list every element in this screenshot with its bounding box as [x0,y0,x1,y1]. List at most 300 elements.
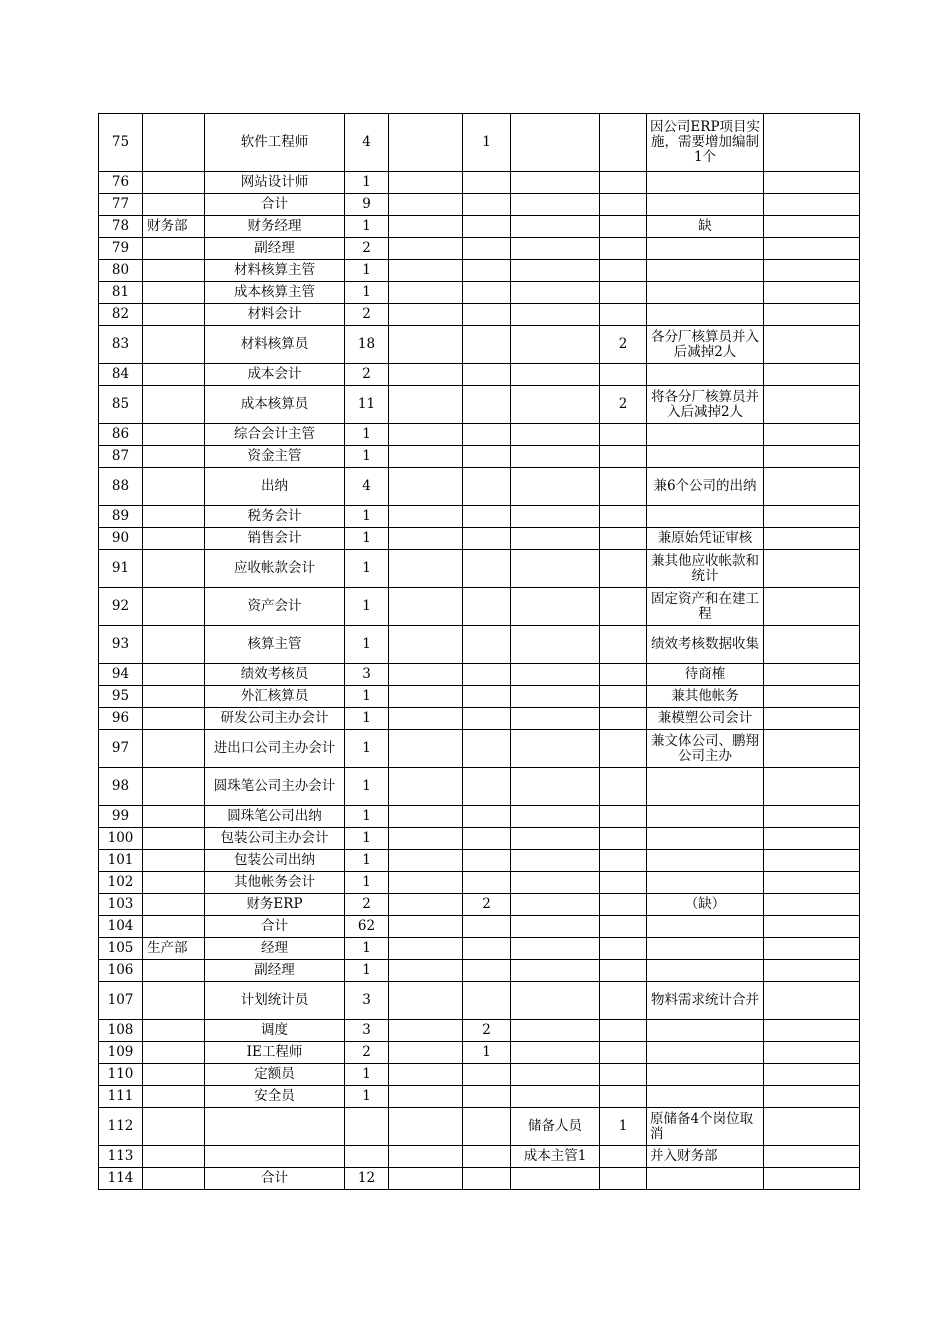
column-5-cell [389,916,463,938]
position-cell: 材料核算主管 [205,260,345,282]
department-cell [143,850,205,872]
table-row [99,626,860,664]
column-8-cell [600,1146,647,1168]
column-10-cell [764,468,860,506]
row-number-cell: 76 [99,172,143,194]
headcount-cell: 62 [345,916,389,938]
row-number-cell: 113 [99,1146,143,1168]
column-6-cell [463,828,511,850]
column-8-cell [600,260,647,282]
column-7-cell [511,916,600,938]
column-10-cell [764,938,860,960]
column-10-cell [764,664,860,686]
department-cell [143,872,205,894]
department-cell: 生产部 [143,938,205,960]
position-cell: 财务ERP [205,894,345,916]
column-7-cell [511,386,600,424]
column-6-cell [463,1108,511,1146]
column-6-cell [463,686,511,708]
headcount-cell: 1 [345,960,389,982]
headcount-cell: 1 [345,506,389,528]
remark-cell [647,364,764,386]
column-5-cell [389,282,463,304]
table-row [99,1064,860,1086]
table-row [99,768,860,806]
column-8-cell [600,550,647,588]
row-number-cell: 109 [99,1042,143,1064]
department-cell [143,238,205,260]
remark-cell [647,1168,764,1190]
headcount-cell: 3 [345,1020,389,1042]
column-5-cell [389,304,463,326]
row-number-cell: 94 [99,664,143,686]
column-10-cell [764,1042,860,1064]
column-5-cell [389,468,463,506]
column-5-cell [389,982,463,1020]
column-6-cell [463,424,511,446]
remark-cell [647,1020,764,1042]
column-10-cell [764,1020,860,1042]
table-row [99,730,860,768]
column-5-cell [389,1020,463,1042]
column-10-cell [764,626,860,664]
department-cell [143,1146,205,1168]
table-row [99,282,860,304]
table-row [99,938,860,960]
column-6-cell: 2 [463,894,511,916]
position-cell: 进出口公司主办会计 [205,730,345,768]
column-10-cell [764,1168,860,1190]
department-cell [143,894,205,916]
column-8-cell [600,806,647,828]
remark-cell [647,194,764,216]
position-cell: 调度 [205,1020,345,1042]
remark-cell: 因公司ERP项目实施，需要增加编制1个 [647,114,764,172]
table-row [99,872,860,894]
position-cell: 成本核算员 [205,386,345,424]
column-5-cell [389,1146,463,1168]
column-6-cell [463,872,511,894]
position-cell: 经理 [205,938,345,960]
department-cell [143,304,205,326]
headcount-cell [345,1146,389,1168]
column-10-cell [764,114,860,172]
department-cell [143,446,205,468]
column-6-cell [463,588,511,626]
department-cell [143,664,205,686]
column-10-cell [764,528,860,550]
headcount-cell: 1 [345,216,389,238]
column-8-cell [600,588,647,626]
row-number-cell: 87 [99,446,143,468]
column-5-cell [389,506,463,528]
column-10-cell [764,894,860,916]
headcount-cell: 4 [345,114,389,172]
column-8-cell: 1 [600,1108,647,1146]
column-5-cell [389,938,463,960]
column-6-cell [463,1064,511,1086]
table-row [99,172,860,194]
headcount-cell: 18 [345,326,389,364]
table-row [99,708,860,730]
column-8-cell [600,1086,647,1108]
remark-cell: 绩效考核数据收集 [647,626,764,664]
remark-cell [647,238,764,260]
remark-cell: 固定资产和在建工程 [647,588,764,626]
department-cell [143,260,205,282]
column-8-cell [600,626,647,664]
column-6-cell [463,304,511,326]
column-10-cell [764,686,860,708]
remark-cell [647,768,764,806]
column-8-cell [600,1168,647,1190]
column-8-cell [600,894,647,916]
column-7-cell [511,1042,600,1064]
column-5-cell [389,588,463,626]
column-5-cell [389,216,463,238]
position-cell: 出纳 [205,468,345,506]
table-row [99,828,860,850]
column-8-cell: 2 [600,326,647,364]
column-5-cell [389,664,463,686]
column-5-cell [389,194,463,216]
remark-cell [647,916,764,938]
column-8-cell [600,938,647,960]
headcount-cell: 2 [345,304,389,326]
department-cell [143,1042,205,1064]
position-cell: 安全员 [205,1086,345,1108]
column-8-cell [600,528,647,550]
row-number-cell: 92 [99,588,143,626]
column-8-cell [600,1020,647,1042]
position-cell: 包装公司主办会计 [205,828,345,850]
table-row [99,588,860,626]
column-7-cell [511,194,600,216]
department-cell [143,828,205,850]
column-10-cell [764,386,860,424]
column-10-cell [764,282,860,304]
department-cell [143,282,205,304]
column-6-cell [463,938,511,960]
position-cell: 网站设计师 [205,172,345,194]
position-cell: 软件工程师 [205,114,345,172]
row-number-cell: 85 [99,386,143,424]
column-10-cell [764,326,860,364]
row-number-cell: 96 [99,708,143,730]
column-6-cell [463,626,511,664]
column-7-cell [511,894,600,916]
table-row [99,806,860,828]
position-cell: IE工程师 [205,1042,345,1064]
table-row [99,1042,860,1064]
department-cell [143,424,205,446]
row-number-cell: 80 [99,260,143,282]
column-8-cell [600,916,647,938]
column-10-cell [764,194,860,216]
column-7-cell [511,260,600,282]
remark-cell: 将各分厂核算员并入后减掉2人 [647,386,764,424]
department-cell [143,916,205,938]
column-8-cell [600,424,647,446]
column-7-cell [511,446,600,468]
department-cell [143,194,205,216]
table-row [99,216,860,238]
row-number-cell: 79 [99,238,143,260]
remark-cell [647,938,764,960]
headcount-cell: 2 [345,364,389,386]
column-7-cell [511,1064,600,1086]
department-cell [143,528,205,550]
column-10-cell [764,506,860,528]
row-number-cell: 91 [99,550,143,588]
column-5-cell [389,708,463,730]
row-number-cell: 97 [99,730,143,768]
column-10-cell [764,872,860,894]
remark-cell: 缺 [647,216,764,238]
table-row [99,894,860,916]
column-5-cell [389,1064,463,1086]
column-10-cell [764,982,860,1020]
staffing-table [98,113,860,1190]
table-row [99,386,860,424]
position-cell: 定额员 [205,1064,345,1086]
department-cell [143,1020,205,1042]
column-6-cell: 2 [463,1020,511,1042]
column-10-cell [764,1086,860,1108]
position-cell: 合计 [205,1168,345,1190]
table-row [99,1146,860,1168]
column-8-cell [600,850,647,872]
column-8-cell [600,364,647,386]
column-7-cell [511,686,600,708]
column-10-cell [764,828,860,850]
position-cell: 副经理 [205,238,345,260]
department-cell [143,468,205,506]
position-cell: 圆珠笔公司主办会计 [205,768,345,806]
headcount-cell: 12 [345,1168,389,1190]
column-5-cell [389,114,463,172]
row-number-cell: 112 [99,1108,143,1146]
column-10-cell [764,730,860,768]
column-6-cell [463,850,511,872]
column-5-cell [389,828,463,850]
position-cell: 成本会计 [205,364,345,386]
headcount-cell: 1 [345,1064,389,1086]
table-row [99,506,860,528]
column-5-cell [389,238,463,260]
row-number-cell: 101 [99,850,143,872]
column-6-cell [463,982,511,1020]
column-10-cell [764,172,860,194]
row-number-cell: 105 [99,938,143,960]
column-8-cell [600,172,647,194]
column-8-cell [600,708,647,730]
column-8-cell [600,768,647,806]
headcount-cell: 1 [345,260,389,282]
row-number-cell: 83 [99,326,143,364]
remark-cell: 兼其他应收帐款和统计 [647,550,764,588]
table-row [99,446,860,468]
headcount-cell: 2 [345,1042,389,1064]
headcount-cell: 3 [345,664,389,686]
table-row [99,1108,860,1146]
column-8-cell [600,282,647,304]
position-cell: 外汇核算员 [205,686,345,708]
column-6-cell [463,528,511,550]
row-number-cell: 89 [99,506,143,528]
department-cell [143,686,205,708]
column-8-cell [600,216,647,238]
column-6-cell [463,916,511,938]
column-10-cell [764,1064,860,1086]
position-cell: 副经理 [205,960,345,982]
column-7-cell [511,708,600,730]
department-cell [143,386,205,424]
remark-cell: 并入财务部 [647,1146,764,1168]
headcount-cell: 1 [345,550,389,588]
position-cell: 材料核算员 [205,326,345,364]
column-7-cell [511,768,600,806]
column-5-cell [389,894,463,916]
headcount-cell: 1 [345,730,389,768]
table-row [99,364,860,386]
department-cell [143,730,205,768]
headcount-cell: 1 [345,172,389,194]
column-8-cell [600,468,647,506]
table-row [99,194,860,216]
column-7-cell: 成本主管1 [511,1146,600,1168]
department-cell [143,1086,205,1108]
column-10-cell [764,1108,860,1146]
remark-cell [647,424,764,446]
table-row [99,468,860,506]
department-cell [143,550,205,588]
headcount-cell: 1 [345,588,389,626]
column-6-cell [463,194,511,216]
column-8-cell [600,1042,647,1064]
column-6-cell [463,960,511,982]
department-cell [143,588,205,626]
column-10-cell [764,960,860,982]
column-7-cell [511,960,600,982]
department-cell [143,364,205,386]
position-cell: 销售会计 [205,528,345,550]
column-5-cell [389,872,463,894]
column-7-cell [511,938,600,960]
headcount-cell: 1 [345,708,389,730]
headcount-cell: 1 [345,626,389,664]
table-row [99,686,860,708]
department-cell [143,1064,205,1086]
column-7-cell [511,282,600,304]
column-7-cell [511,172,600,194]
table-row [99,960,860,982]
remark-cell: 兼其他帐务 [647,686,764,708]
headcount-cell: 2 [345,894,389,916]
column-6-cell [463,806,511,828]
remark-cell: 兼文体公司、鹏翔公司主办 [647,730,764,768]
column-5-cell [389,1042,463,1064]
column-5-cell [389,260,463,282]
department-cell [143,172,205,194]
column-7-cell [511,424,600,446]
column-5-cell [389,364,463,386]
headcount-cell [345,1108,389,1146]
table-row [99,1086,860,1108]
column-5-cell [389,528,463,550]
position-cell: 材料会计 [205,304,345,326]
column-7-cell: 储备人员 [511,1108,600,1146]
table-row [99,1020,860,1042]
column-7-cell [511,626,600,664]
headcount-cell: 1 [345,938,389,960]
remark-cell: 兼模塑公司会计 [647,708,764,730]
row-number-cell: 103 [99,894,143,916]
row-number-cell: 108 [99,1020,143,1042]
column-7-cell [511,1086,600,1108]
position-cell: 应收帐款会计 [205,550,345,588]
column-6-cell: 1 [463,1042,511,1064]
column-7-cell [511,506,600,528]
department-cell [143,506,205,528]
table-row [99,304,860,326]
remark-cell: 待商榷 [647,664,764,686]
remark-cell [647,1064,764,1086]
column-6-cell [463,364,511,386]
column-10-cell [764,806,860,828]
headcount-cell: 1 [345,446,389,468]
column-6-cell [463,238,511,260]
column-6-cell [463,1086,511,1108]
remark-cell [647,1042,764,1064]
headcount-cell: 1 [345,828,389,850]
column-5-cell [389,424,463,446]
row-number-cell: 78 [99,216,143,238]
table-row [99,664,860,686]
table-row [99,1168,860,1190]
column-5-cell [389,626,463,664]
column-8-cell [600,872,647,894]
column-6-cell [463,172,511,194]
table-row [99,850,860,872]
column-7-cell [511,1020,600,1042]
remark-cell [647,806,764,828]
column-8-cell [600,982,647,1020]
column-6-cell [463,708,511,730]
column-5-cell [389,1168,463,1190]
row-number-cell: 98 [99,768,143,806]
row-number-cell: 90 [99,528,143,550]
column-7-cell [511,238,600,260]
department-cell: 财务部 [143,216,205,238]
column-6-cell [463,326,511,364]
table-row [99,238,860,260]
column-5-cell [389,386,463,424]
row-number-cell: 99 [99,806,143,828]
table-row [99,528,860,550]
position-cell: 合计 [205,916,345,938]
headcount-cell: 1 [345,686,389,708]
column-5-cell [389,960,463,982]
position-cell: 圆珠笔公司出纳 [205,806,345,828]
remark-cell: 兼6个公司的出纳 [647,468,764,506]
table-row [99,326,860,364]
column-5-cell [389,172,463,194]
table-row [99,260,860,282]
column-8-cell [600,960,647,982]
remark-cell [647,172,764,194]
headcount-cell: 11 [345,386,389,424]
